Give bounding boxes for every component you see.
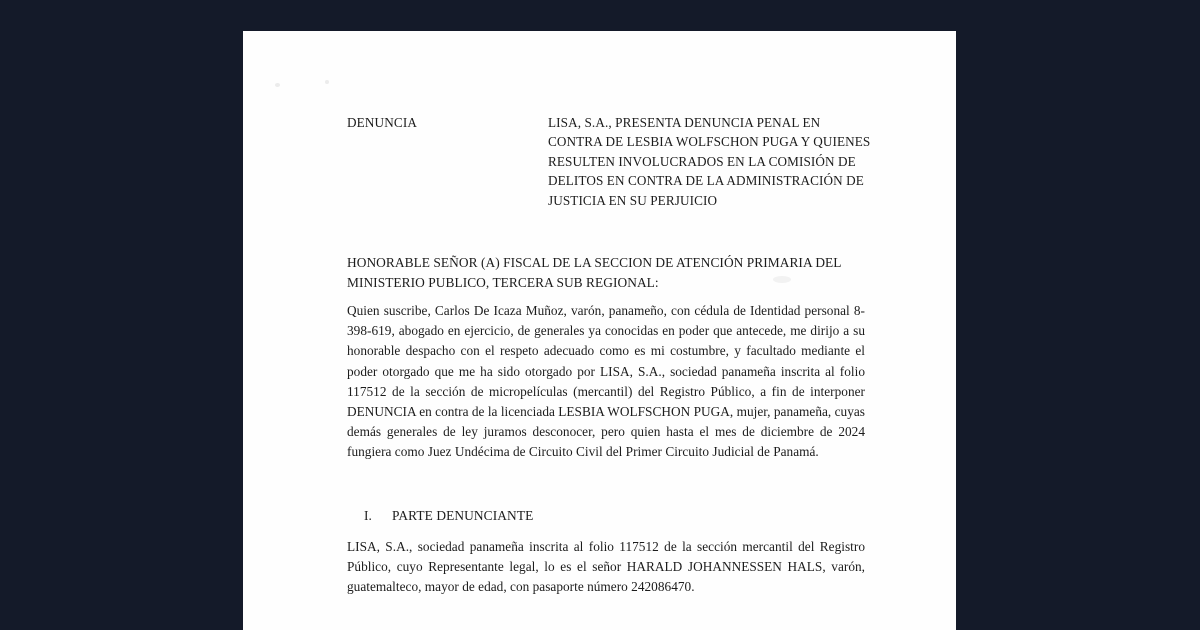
section-heading-parte-denunciante bbox=[347, 506, 865, 526]
addressee-heading: HONORABLE SEÑOR (A) FISCAL DE LA SECCION DE ATENCIÓN PRIMARIA DEL MINISTERIO PUBLICO, TERCERA SUB REGIONAL: bbox=[347, 255, 841, 290]
body-paragraph-parte-denunciante: LISA, S.A., sociedad panameña inscrita al folio 117512 de la sección mercantil del Registro Público, cuyo Representante legal, lo es el señor HARALD JOHANNESSEN HALS, varón, guatemalteco, mayor de edad, con pasaporte número 242086470. bbox=[347, 539, 865, 595]
document-caption-block bbox=[347, 113, 877, 210]
section-number: I. bbox=[364, 508, 372, 523]
body-paragraph-introduction: Quien suscribe, Carlos De Icaza Muñoz, varón, panameño, con cédula de Identidad personal 8-398-619, abogado en ejercicio, de generales ya conocidas en poder que antecede, me dirijo a su honorable despacho con el respeto adecuado como es mi costumbre, y facultado mediante el poder otorgado que me ha sido otorgado por LISA, S.A., sociedad panameña inscrita al folio 117512 de la sección de micropelículas (mercantil) del Registro Público, a fin de interponer DENUNCIA en contra de la licenciada LESBIA WOLFSCHON PUGA, mujer, panameña, cuyas demás generales de ley juramos desconocer, pero quien hasta el mes de diciembre de 2024 fungiera como Juez Undécima de Circuito Civil del Primer Circuito Judicial de Panamá. bbox=[347, 303, 865, 460]
section-title: PARTE DENUNCIANTE bbox=[392, 508, 534, 523]
scan-speckle-icon bbox=[275, 83, 280, 87]
caption-label: DENUNCIA bbox=[347, 115, 418, 130]
caption-title-text: LISA, S.A., PRESENTA DENUNCIA PENAL EN CONTRA DE LESBIA WOLFSCHON PUGA Y QUIENES RESULTEN INVOLUCRADOS EN LA COMISIÓN DE DELITOS EN CONTRA DE LA ADMINISTRACIÓN DE JUSTICIA EN SU PERJUICIO bbox=[548, 115, 871, 208]
document-page-sheet bbox=[243, 31, 956, 630]
scan-speckle-icon bbox=[325, 80, 329, 84]
